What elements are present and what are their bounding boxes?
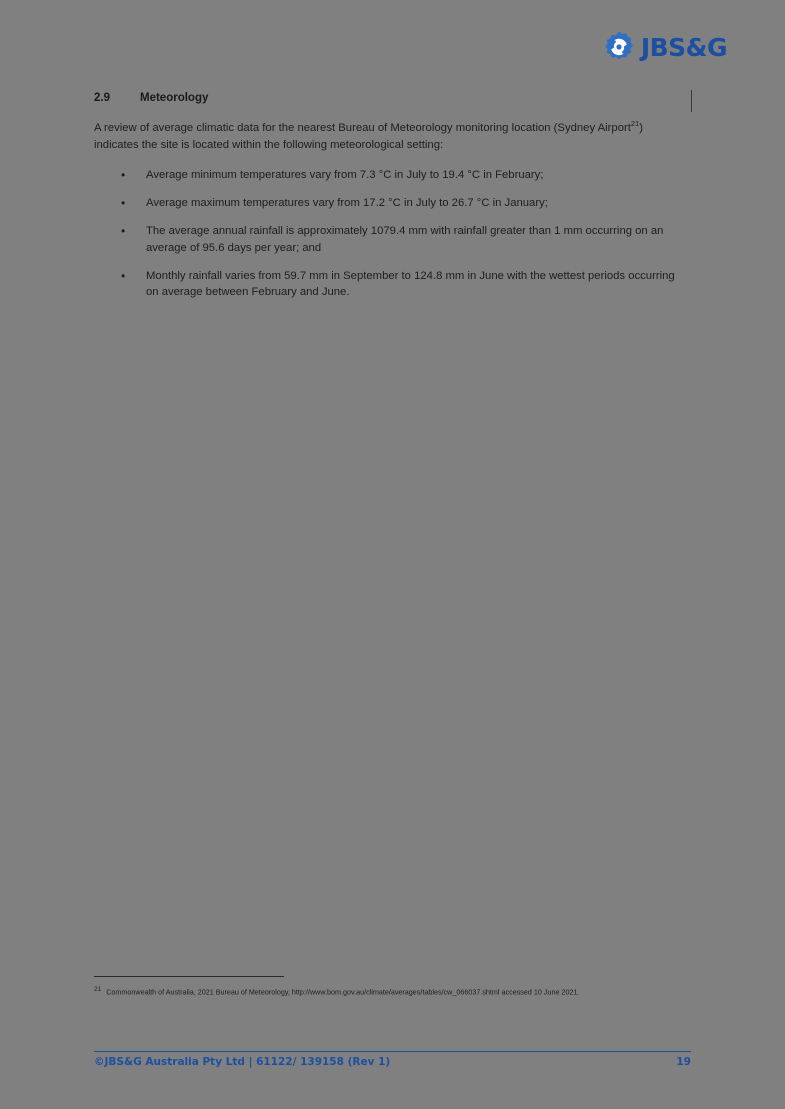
footnote-link[interactable]: http://www.bom.gov.au/climate/averages/tables/cw_066037.shtml (291, 987, 500, 997)
footnote-number: 21 (94, 986, 102, 993)
section-heading (94, 92, 694, 104)
footnote-reference: 21 (630, 119, 640, 128)
section-title: Meteorology (140, 92, 209, 104)
page-footer (94, 1056, 691, 1068)
logo-wordmark: JBS&G (640, 32, 727, 62)
company-logo (602, 30, 727, 64)
jbsg-gear-logo-icon (602, 30, 636, 64)
intro-paragraph-part1: A review of average climatic data for the nearest Bureau of Meteorology monitoring location (Sydney Airport (94, 121, 631, 134)
meteorology-bullet-list (94, 167, 694, 302)
footer-page-number: 19 (676, 1056, 691, 1068)
footnote-text-before: Commonwealth of Australia, 2021 Bureau of Meteorology, (106, 987, 292, 997)
section-number: 2.9 (94, 92, 110, 104)
list-item: • The average annual rainfall is approximately 1079.4 mm with rainfall greater than 1 mm occurring on an average of 95.6 days per year; and (94, 223, 679, 257)
footnote-separator (94, 976, 284, 977)
footnote-text-after: accessed 10 June 2021. (499, 987, 580, 997)
list-item: • Average minimum temperatures vary from 7.3 °C in July to 19.4 °C in February; (94, 167, 679, 184)
intro-paragraph (94, 118, 654, 155)
footer-separator (94, 1051, 691, 1052)
list-item: • Average maximum temperatures vary from 17.2 °C in July to 26.7 °C in January; (94, 195, 679, 212)
footnote (94, 985, 679, 998)
document-content (94, 92, 694, 312)
footer-document-reference: ©JBS&G Australia Pty Ltd | 61122/ 139158 (Rev 1) (94, 1056, 391, 1068)
intro-paragraph-part2: ) indicates the site is located within the following meteorological setting: (94, 121, 643, 152)
list-item: • Monthly rainfall varies from 59.7 mm in September to 124.8 mm in June with the wettest periods occurring on average between February and June. (94, 268, 679, 302)
